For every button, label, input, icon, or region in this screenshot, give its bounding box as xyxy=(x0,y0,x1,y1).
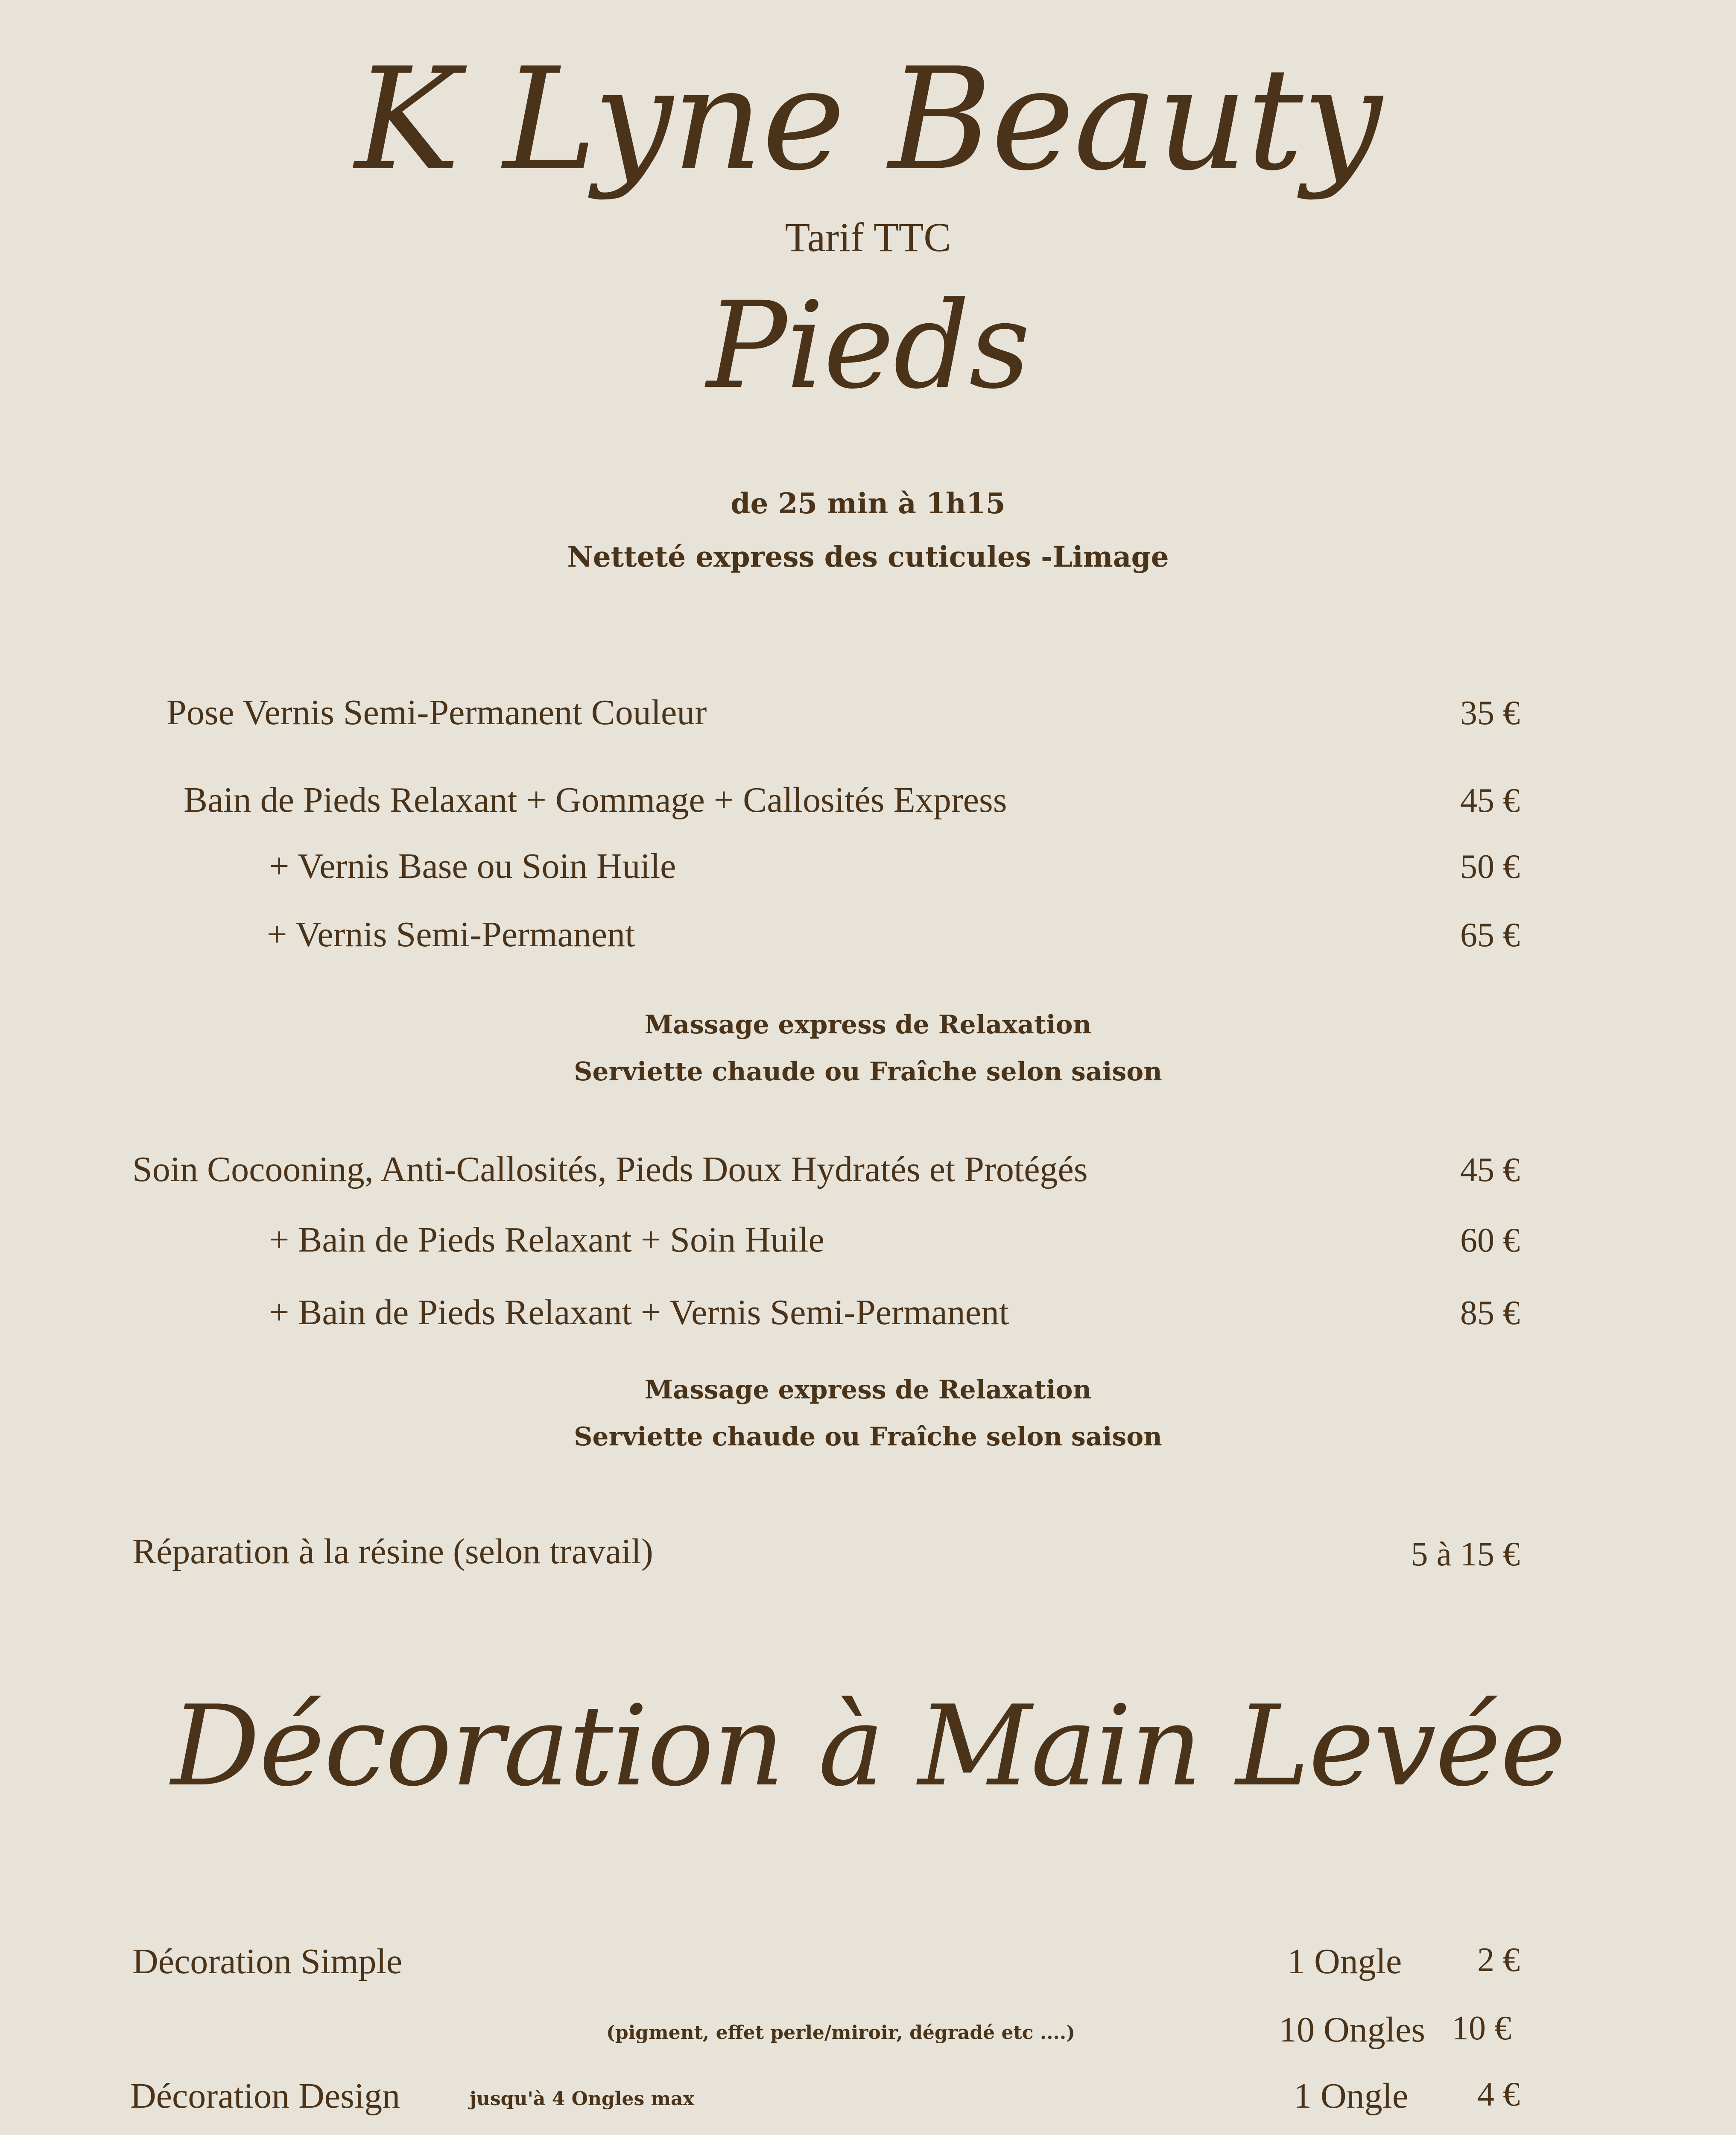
towel-note: Serviette chaude ou Fraîche selon saison xyxy=(574,1057,1162,1087)
brand-title: K Lyne Beauty xyxy=(354,38,1382,202)
deco-limit-note: jusqu'à 4 Ongles max xyxy=(470,2088,694,2110)
price-item-label: + Bain de Pieds Relaxant + Vernis Semi-Permanent xyxy=(269,1293,1009,1332)
price-item-label: Pose Vernis Semi-Permanent Couleur xyxy=(167,693,707,732)
deco-unit: 1 Ongle xyxy=(1294,2076,1409,2116)
deco-design-label: Décoration Design xyxy=(130,2076,400,2116)
section-title-pieds: Pieds xyxy=(706,276,1030,415)
massage-note: Massage express de Relaxation xyxy=(644,1010,1092,1040)
price-item-label: Soin Cocooning, Anti-Callosités, Pieds Doux Hydratés et Protégés xyxy=(132,1149,1088,1189)
price-item-value: 65 € xyxy=(1460,916,1520,954)
price-item-value: 50 € xyxy=(1460,848,1520,886)
price-item-value: 45 € xyxy=(1460,782,1520,819)
deco-simple-detail: (pigment, effet perle/miroir, dégradé etc ....) xyxy=(606,2022,1075,2044)
price-item-label: + Bain de Pieds Relaxant + Soin Huile xyxy=(269,1220,824,1260)
towel-note: Serviette chaude ou Fraîche selon saison xyxy=(574,1422,1162,1452)
massage-note: Massage express de Relaxation xyxy=(644,1375,1092,1405)
price-item-value: 35 € xyxy=(1460,694,1520,732)
section-title-decoration: Décoration à Main Levée xyxy=(171,1682,1565,1811)
price-item-value: 60 € xyxy=(1460,1222,1520,1259)
deco-unit: 1 Ongle xyxy=(1287,1942,1402,1981)
deco-price: 4 € xyxy=(1477,2076,1520,2113)
duration-note: de 25 min à 1h15 xyxy=(731,487,1005,520)
deco-price: 2 € xyxy=(1477,1941,1520,1979)
price-item-value: 45 € xyxy=(1460,1151,1520,1189)
price-item-value: 85 € xyxy=(1460,1294,1520,1332)
deco-simple-label: Décoration Simple xyxy=(132,1942,403,1981)
tarif-label: Tarif TTC xyxy=(785,214,951,260)
deco-unit: 10 Ongles xyxy=(1279,2010,1425,2050)
price-item-label: Bain de Pieds Relaxant + Gommage + Callosités Express xyxy=(184,780,1007,820)
price-item-value: 5 à 15 € xyxy=(1411,1535,1520,1573)
price-item-label: Réparation à la résine (selon travail) xyxy=(132,1532,653,1571)
price-item-label: + Vernis Semi-Permanent xyxy=(267,915,635,954)
deco-price: 10 € xyxy=(1452,2009,1511,2047)
intro-note: Netteté express des cuticules -Limage xyxy=(567,540,1169,573)
price-item-label: + Vernis Base ou Soin Huile xyxy=(269,846,676,886)
